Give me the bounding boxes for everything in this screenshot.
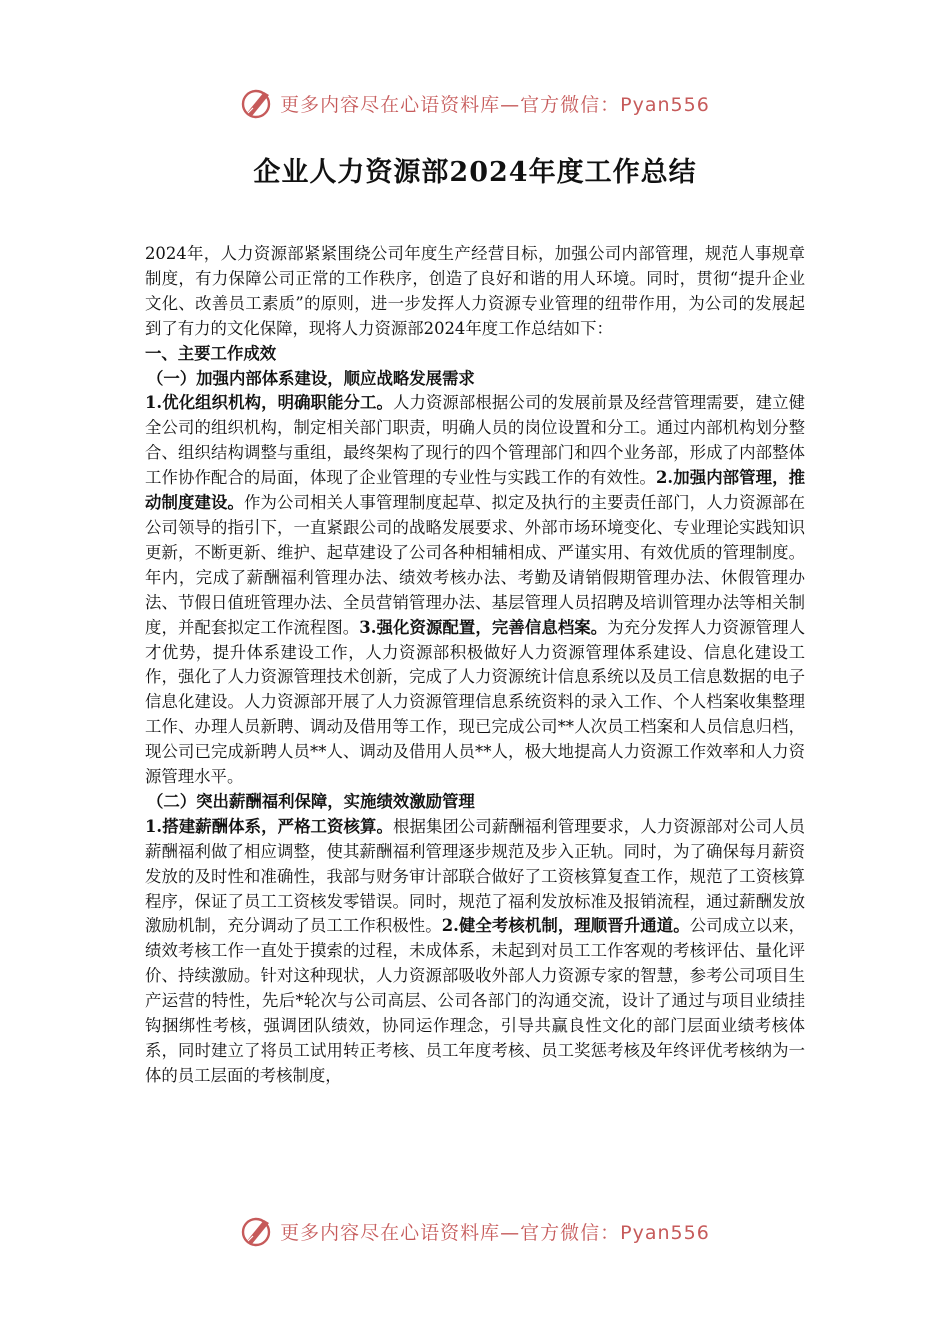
paragraph-compensation [145, 815, 805, 1089]
document-title: 企业人力资源部2024年度工作总结 [253, 157, 697, 188]
item-heading: 3.强化资源配置，完善信息档案。 [359, 617, 608, 637]
watermark-header [0, 83, 950, 123]
paragraph-org-structure [145, 391, 805, 790]
document-body [145, 242, 805, 1089]
pen-logo-icon [240, 1214, 274, 1248]
watermark-text: 更多内容尽在心语资料库—官方微信：Pyan556 [280, 93, 710, 116]
item-heading: 1.优化组织机构，明确职能分工。 [145, 393, 393, 413]
item-text: 为充分发挥人力资源管理人才优势，提升体系建设工作，人力资源部积极做好人力资源管理体系建设、信息化建设工作，强化了人力资源管理技术创新，完成了人力资源统计信息系统以及员工信息数据的电子信息化建设。人力资源部开展了人力资源管理信息系统资料的录入工作、个人档案收集整理工作、办理人员新聘、调动及借用等工作，现已完成公司**人次员工档案和人员信息归档，现公司已完成新聘人员**人、调动及借用人员**人，极大地提高人力资源工作效率和人力资源管理水平。 [145, 617, 805, 787]
item-text: 作为公司相关人事管理制度起草、拟定及执行的主要责任部门，人力资源部在公司领导的指引下，一直紧跟公司的战略发展要求、外部市场环境变化、专业理论实践知识更新，不断更新、维护、起草建设了公司各种相辅相成、严谨实用、有效优质的管理制度。年内，完成了薪酬福利管理办法、绩效考核办法、考勤及请销假期管理办法、休假管理办法、节假日值班管理办法、全员营销管理办法、基层管理人员招聘及培训管理办法等相关制度，并配套拟定工作流程图。 [145, 493, 806, 637]
section-heading-1: 一、主要工作成效 [145, 343, 277, 363]
watermark-footer [0, 1211, 950, 1251]
item-heading: 2.健全考核机制，理顺晋升通道。 [441, 916, 690, 936]
item-heading: 2.加强内部管理，推动制度建设。 [145, 468, 805, 513]
item-text: 公司成立以来，绩效考核工作一直处于摸索的过程，未成体系，未起到对员工工作客观的考核评估、量化评价、持续激励。针对这种现状，人力资源部吸收外部人力资源专家的智慧，参考公司项目生产运营的特性，先后*轮次与公司高层、公司各部门的沟通交流，设计了通过与项目业绩挂钩捆绑性考核，强调团队绩效，协同运作理念，引导共赢良性文化的部门层面业绩考核体系，同时建立了将员工试用转正考核、员工年度考核、员工奖惩考核及年终评优考核纳为一体的员工层面的考核制度， [145, 916, 805, 1085]
subsection-heading-1: （一）加强内部体系建设，顺应战略发展需求 [147, 368, 475, 388]
intro-paragraph: 2024年，人力资源部紧紧围绕公司年度生产经营目标，加强公司内部管理，规范人事规章制度，有力保障公司正常的工作秩序，创造了良好和谐的用人环境。同时，贯彻“提升企业文化、改善员工素质”的原则，进一步发挥人力资源专业管理的纽带作用，为公司的发展起到了有力的文化保障，现将人力资源部2024年度工作总结如下： [145, 244, 805, 338]
item-text: 根据集团公司薪酬福利管理要求，人力资源部对公司人员薪酬福利做了相应调整，使其薪酬福利管理逐步规范及步入正轨。同时，为了确保每月薪资发放的及时性和准确性，我部与财务审计部联合做好了工资核算复查工作，规范了工资核算程序，保证了员工工资核发零错误。同时，规范了福利发放标准及报销流程，通过薪酬发放激励机制，充分调动了员工工作积极性。 [145, 816, 805, 936]
item-heading: 1.搭建薪酬体系，严格工资核算。 [145, 816, 393, 836]
pen-logo-icon [240, 86, 274, 120]
watermark-text: 更多内容尽在心语资料库—官方微信：Pyan556 [280, 1221, 710, 1244]
subsection-heading-2: （二）突出薪酬福利保障，实施绩效激励管理 [147, 791, 475, 811]
item-text: 人力资源部根据公司的发展前景及经营管理需要，建立健全公司的组织机构，制定相关部门职责，明确人员的岗位设置和分工。通过内部机构划分整合、组织结构调整与重组，最终架构了现行的四个管理部门和四个业务部，形成了内部整体工作协作配合的局面，体现了企业管理的专业性与实践工作的有效性。 [145, 393, 805, 488]
